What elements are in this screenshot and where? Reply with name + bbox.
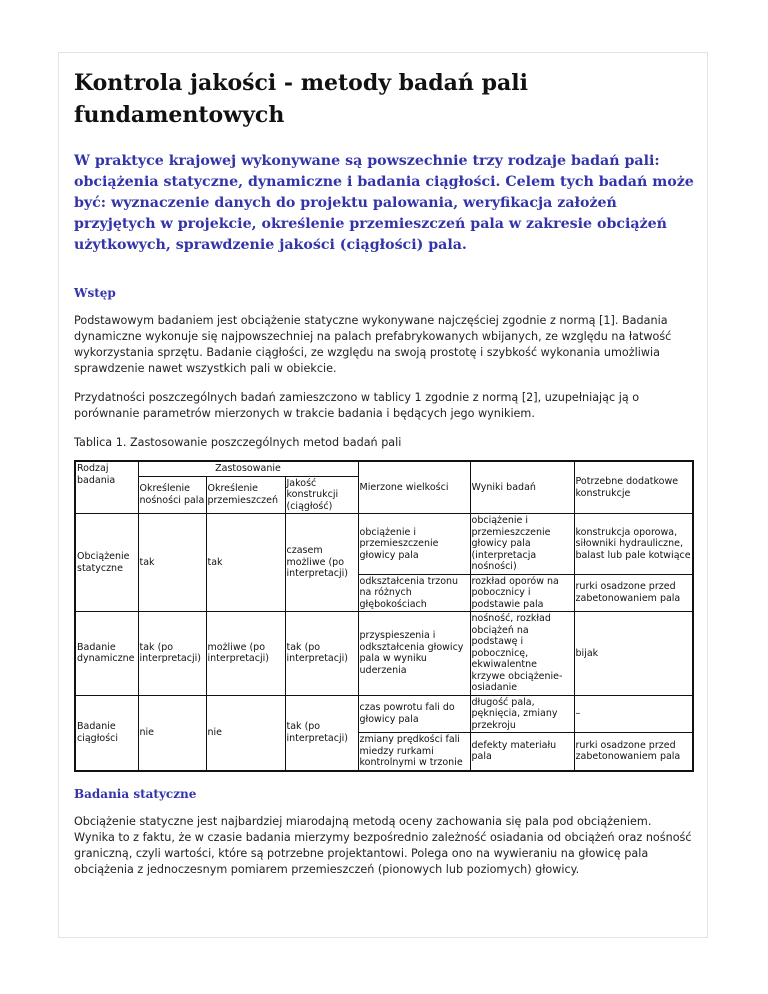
static-tests-paragraph: Obciążenie statyczne jest najbardziej miarodajną metodą oceny zachowania się pala pod obciążeniem. Wynika to z faktu, że w czasie badania mierzymy bezpośrednio zależność osiadania od obciążeń oraz nośność graniczną, czyli wartości, które są potrzebne projektantowi. Polega ono na wywieraniu na głowicę pala obciążenia z jednoczesnym pomiarem przemieszczeń (pionowych lub poziomych) głowicy. — [74, 814, 692, 876]
cell-potrzebne: rurki osadzone przed zabetonowaniem pala — [574, 733, 693, 771]
cell-jakosc: tak (po interpretacji) — [285, 612, 358, 696]
table-row — [75, 695, 693, 733]
row-name: Badanie ciągłości — [75, 695, 138, 771]
table-caption: Tablica 1. Zastosowanie poszczególnych metod badań pali — [74, 436, 402, 449]
cell-przemieszczenia: nie — [206, 695, 285, 771]
page-title: Kontrola jakości - metody badań pali fundamentowych — [74, 70, 528, 128]
cell-potrzebne: rurki osadzone przed zabetonowaniem pala — [574, 574, 693, 612]
cell-potrzebne: – — [574, 695, 693, 733]
intro-paragraph-1: Podstawowym badaniem jest obciążenie statyczne wykonywane najczęściej zgodnie z normą [1]. Badania dynamiczne wykonuje się najpowszechniej na palach prefabrykowanych wbijanych, ze względu na łatwość wykorzystania sprzętu. Badanie ciągłości, ze względu na swoją prostotę i szybkość wykonania umożliwia sprawdzenie nawet wszystkich pali w obiekcie. — [74, 314, 672, 375]
cell-jakosc: czasem możliwe (po interpretacji) — [285, 514, 358, 612]
pile-tests-table — [74, 460, 694, 772]
cell-mierzone: odkształcenia trzonu na różnych głębokościach — [358, 574, 470, 612]
row-name: Badanie dynamiczne — [75, 612, 138, 696]
table-header-row-1 — [75, 461, 693, 476]
cell-mierzone: czas powrotu fali do głowicy pala — [358, 695, 470, 733]
header-potrzebne: Potrzebne dodatkowe konstrukcje — [574, 461, 693, 514]
cell-nosnosc: tak (po interpretacji) — [138, 612, 206, 696]
cell-wyniki: defekty materiału pala — [470, 733, 574, 771]
table-row — [75, 612, 693, 696]
row-name: Obciążenie statyczne — [75, 514, 138, 612]
cell-jakosc: tak (po interpretacji) — [285, 695, 358, 771]
intro-paragraph-2: Przydatności poszczególnych badań zamieszczono w tablicy 1 zgodnie z normą [2], uzupełniając ją o porównanie parametrów mierzonych w trakcie badania i będących jego wynikiem. — [74, 391, 640, 420]
cell-wyniki: nośność, rozkład obciążeń na podstawę i pobocznicę, ekwiwalentne krzywe obciążenie-osiadanie — [470, 612, 574, 696]
header-wyniki: Wyniki badań — [470, 461, 574, 514]
header-zastosowanie: Zastosowanie — [138, 461, 358, 476]
cell-nosnosc: tak — [138, 514, 206, 612]
cell-potrzebne: bijak — [574, 612, 693, 696]
header-jakosc: Jakość konstrukcji (ciągłość) — [285, 476, 358, 514]
cell-mierzone: obciążenie i przemieszczenie głowicy pala — [358, 514, 470, 575]
header-rodzaj: Rodzaj badania — [75, 461, 138, 514]
cell-nosnosc: nie — [138, 695, 206, 771]
cell-wyniki: długość pala, pęknięcia, zmiany przekroju — [470, 695, 574, 733]
cell-wyniki: rozkład oporów na pobocznicy i podstawie pala — [470, 574, 574, 612]
cell-wyniki: obciążenie i przemieszczenie głowicy pala (interpretacja nośności) — [470, 514, 574, 575]
cell-potrzebne: konstrukcja oporowa, siłowniki hydrauliczne, balast lub pale kotwiące — [574, 514, 693, 575]
lead-paragraph: W praktyce krajowej wykonywane są powszechnie trzy rodzaje badań pali: obciążenia statyczne, dynamiczne i badania ciągłości. Celem tych badań może być: wyznaczenie danych do projektu palowania, weryfikacja założeń przyjętych w projekcie, określenie przemieszczeń pala w zakresie obciążeń użytkowych, sprawdzenie jakości (ciągłości) pala. — [74, 153, 694, 253]
table-row — [75, 514, 693, 575]
header-przemieszczenia: Określenie przemieszczeń — [206, 476, 285, 514]
cell-mierzone: zmiany prędkości fali miedzy rurkami kontrolnymi w trzonie — [358, 733, 470, 771]
article-content — [74, 67, 694, 891]
cell-przemieszczenia: możliwe (po interpretacji) — [206, 612, 285, 696]
section-heading-badania-statyczne: Badania statyczne — [74, 786, 197, 801]
header-mierzone: Mierzone wielkości — [358, 461, 470, 514]
section-heading-wstep: Wstęp — [74, 286, 116, 300]
cell-mierzone: przyspieszenia i odkształcenia głowicy pala w wyniku uderzenia — [358, 612, 470, 696]
document-page — [58, 52, 708, 938]
header-nosnosc: Określenie nośności pala — [138, 476, 206, 514]
cell-przemieszczenia: tak — [206, 514, 285, 612]
